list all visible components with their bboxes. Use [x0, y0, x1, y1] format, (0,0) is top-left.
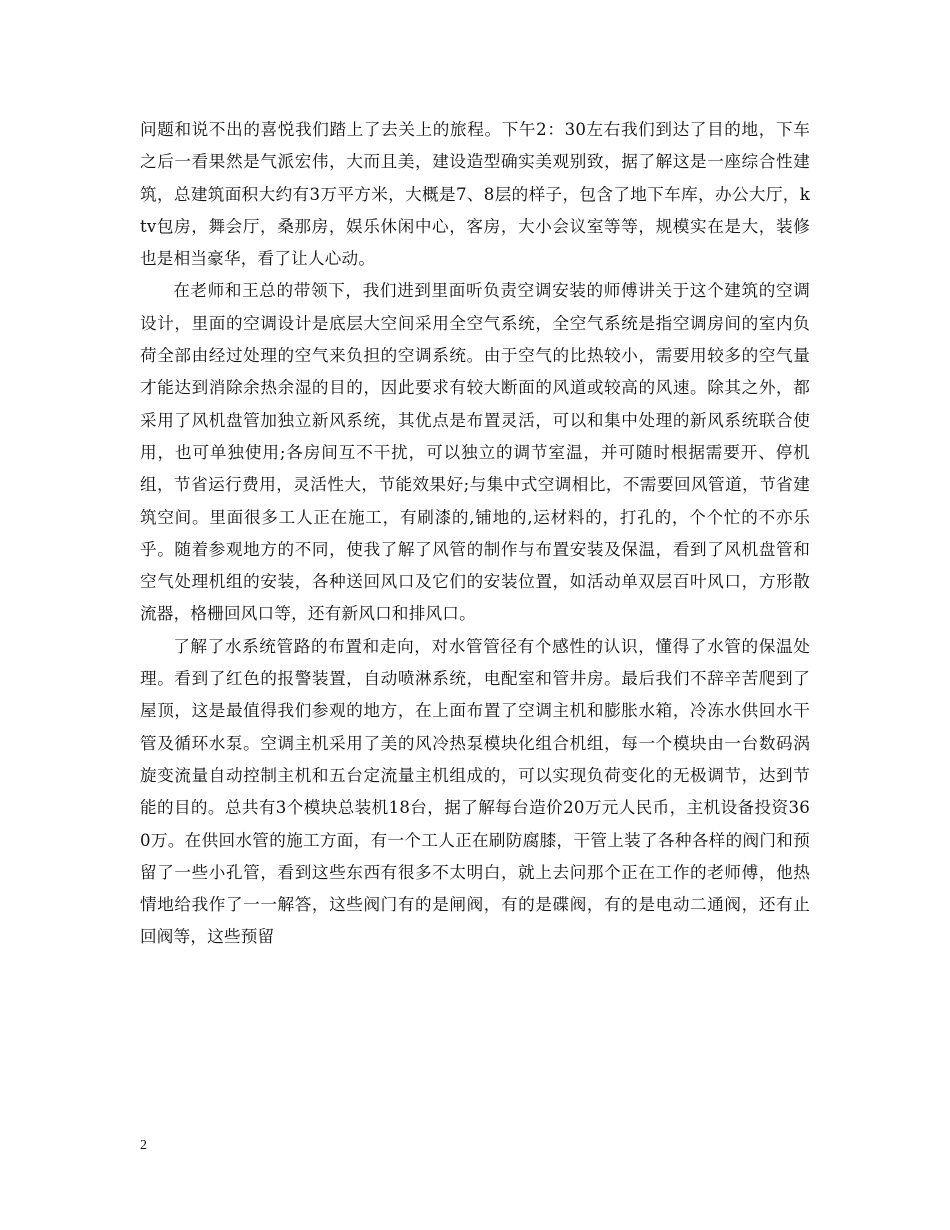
paragraph-3: 了解了水系统管路的布置和走向，对水管管径有个感性的认识，懂得了水管的保温处理。看到了红色的报警装置，自动喷淋系统，电配室和管井房。最后我们不辞辛苦爬到了屋顶，这是最值得我们参观的地方，在上面布置了空调主机和膨胀水箱，冷冻水供回水干管及循环水泵。空调主机采用了美的风冷热泵模块化组合机组，每一个模块由一台数码涡旋变流量自动控制主机和五台定流量主机组成的，可以实现负荷变化的无极调节，达到节能的目的。总共有3个模块总装机18台，据了解每台造价20万元人民币，主机设备投资360万。在供回水管的施工方面，有一个工人正在刷防腐膝，干管上装了各种各样的阀门和预留了一些小孔管，看到这些东西有很多不太明白，就上去问那个正在工作的老师傅，他热情地给我作了一一解答，这些阀门有的是闸阀，有的是碟阀，有的是电动二通阀，还有止回阀等，这些预留: [140, 636, 810, 947]
page-number: 2: [140, 1138, 147, 1153]
paragraph-1: 问题和说不出的喜悦我们踏上了去关上的旅程。下午2：30左右我们到达了目的地，下车之后一看果然是气派宏伟，大而且美，建设造型确实美观别致，据了解这是一座综合性建筑，总建筑面积大约有3万平方米，大概是7、8层的样子，包含了地下车库，办公大厅，ktv包房，舞会厅，桑那房，娱乐休闲中心，客房，大小会议室等等，规模实在是大，装修也是相当豪华，看了让人心动。: [140, 120, 810, 269]
paragraph-2: 在老师和王总的带领下，我们进到里面听负责空调安装的师傅讲关于这个建筑的空调设计，里面的空调设计是底层大空间采用全空气系统，全空气系统是指空调房间的室内负荷全部由经过处理的空气来负担的空调系统。由于空气的比热较小，需要用较多的空气量才能达到消除余热余湿的目的，因此要求有较大断面的风道或较高的风速。除其之外，都采用了风机盘管加独立新风系统，其优点是布置灵活，可以和集中处理的新风系统联合使用，也可单独使用;各房间互不干扰，可以独立的调节室温，并可随时根据需要开、停机组，节省运行费用，灵活性大，节能效果好;与集中式空调相比，不需要回风管道，节省建筑空间。里面很多工人正在施工，有刷漆的,铺地的,运材料的，打孔的，个个忙的不亦乐乎。随着参观地方的不同，使我了解了风管的制作与布置安装及保温，看到了风机盘管和空气处理机组的安装，各种送回风口及它们的安装位置，如活动单双层百叶风口，方形散流器，格栅回风口等，还有新风口和排风口。: [140, 281, 810, 624]
document-body: [140, 114, 810, 954]
